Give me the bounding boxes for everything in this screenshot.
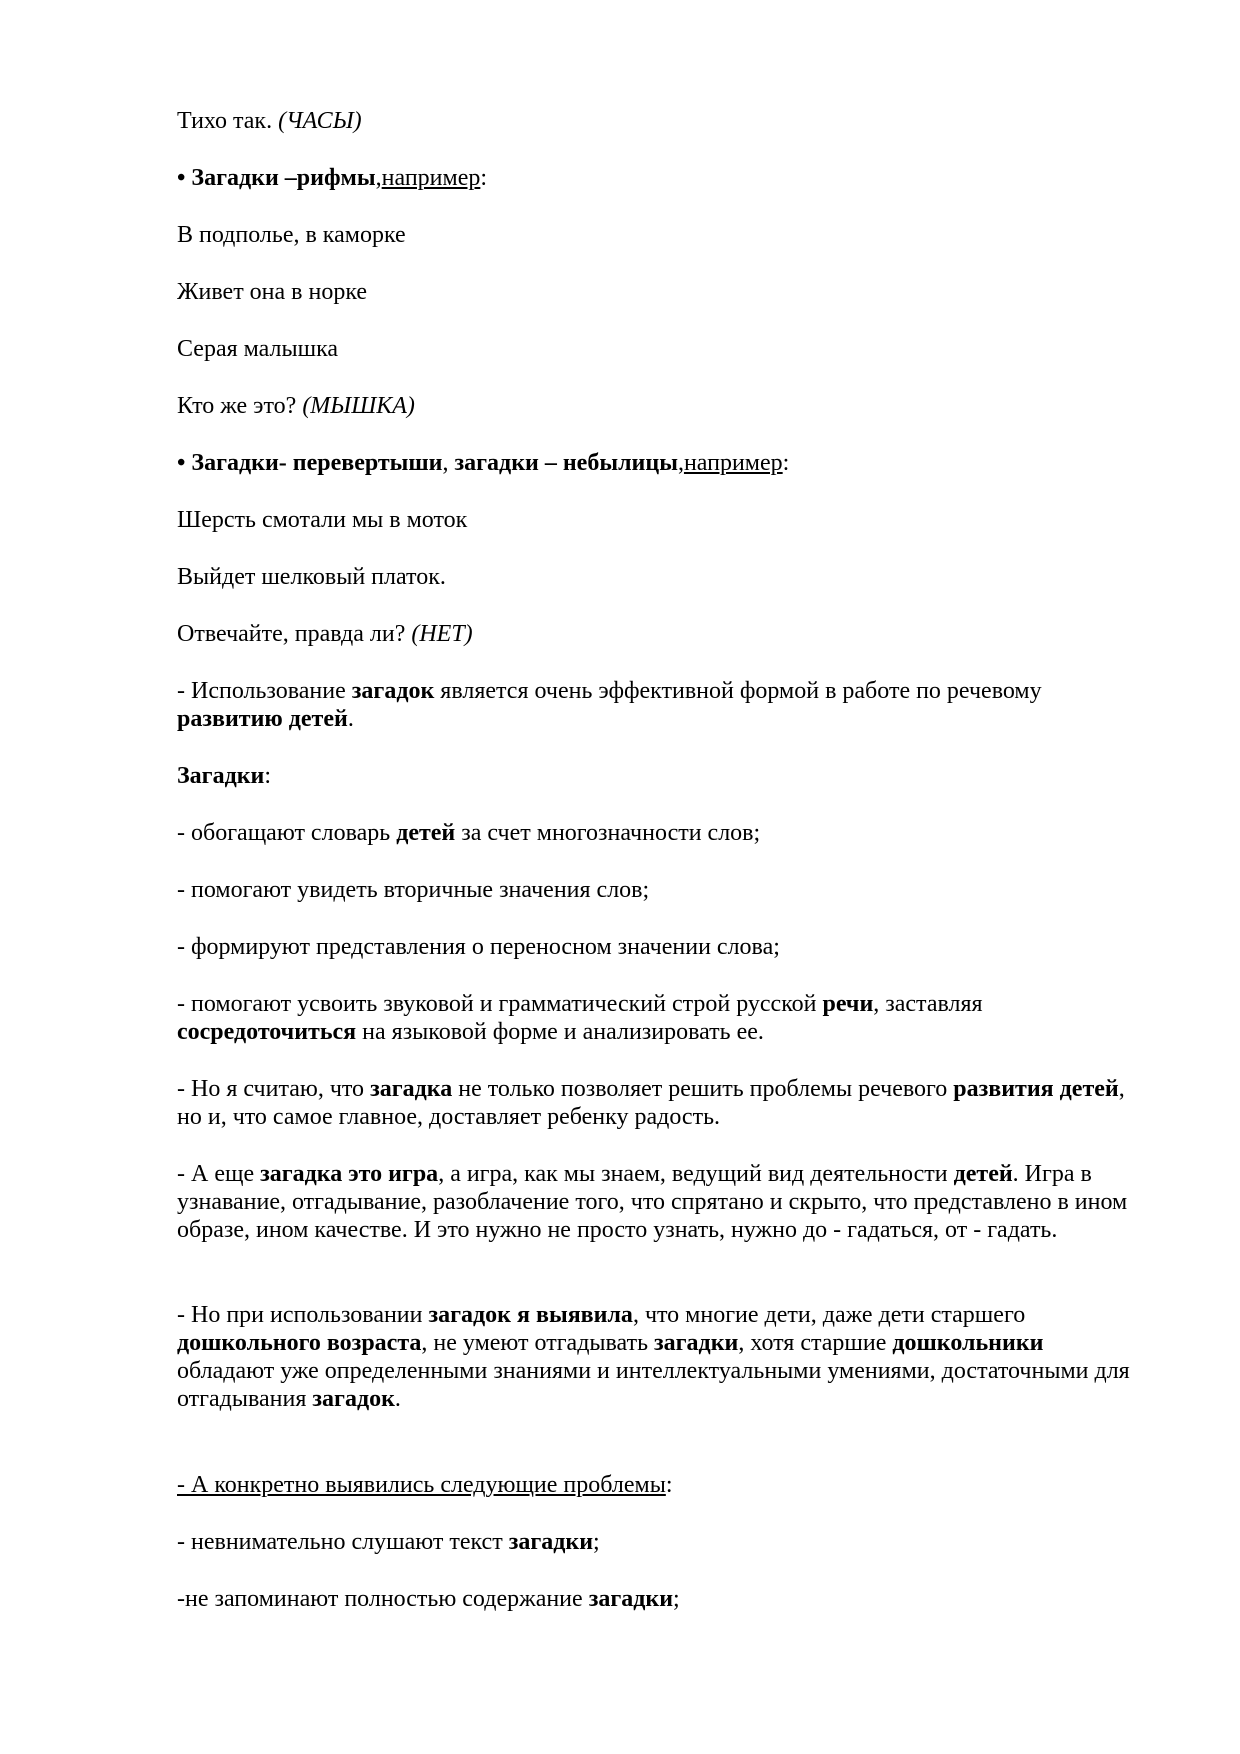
body-paragraph: - А еще загадка это игра, а игра, как мы знаем, ведущий вид деятельности детей. Игра в узнавание, отгадывание, разоблачение того, что спрятано и скрыто, что представлено в ином образе, ином качестве. И это нужно не просто узнать, нужно до - гадаться, от - гадать. bbox=[177, 1161, 1128, 1243]
riddle-type-title: Загадки –рифмы bbox=[191, 165, 376, 191]
riddle-line: Выйдет шелковый платок. bbox=[177, 564, 446, 590]
riddle-line: Серая малышка bbox=[177, 336, 339, 362]
body-paragraph: - Но при использовании загадок я выявила, что многие дети, даже дети старшего дошкольного возраста, не умеют отгадывать загадки, хотя старшие дошкольники обладают уже определенными знаниями и интеллектуальными умениями, достаточными для отгадывания загадок. bbox=[177, 1302, 1130, 1412]
body-paragraph: - Использование загадок является очень эффективной формой в работе по речевому развитию детей. bbox=[177, 678, 1042, 732]
riddle-answer: (ЧАСЫ) bbox=[278, 108, 362, 134]
list-item: - помогают увидеть вторичные значения слов; bbox=[177, 877, 650, 903]
riddle-type-heading: • Загадки- перевертыши, загадки – небылицы,например: bbox=[177, 450, 790, 476]
riddle-line: Шерсть смотали мы в моток bbox=[177, 507, 468, 533]
riddle-line: Отвечайте, правда ли? (НЕТ) bbox=[177, 621, 473, 647]
body-paragraph: - Но я считаю, что загадка не только позволяет решить проблемы речевого развития детей, но и, что самое главное, доставляет ребенку радость. bbox=[177, 1076, 1125, 1130]
problems-heading: - А конкретно выявились следующие проблемы: bbox=[177, 1472, 673, 1498]
riddle-answer: (МЫШКА) bbox=[302, 393, 415, 419]
riddle-line: Живет она в норке bbox=[177, 279, 368, 305]
riddle-type-heading: • Загадки –рифмы,например: bbox=[177, 165, 488, 191]
riddle-line: Кто же это? (МЫШКА) bbox=[177, 393, 415, 419]
example-label: например bbox=[381, 165, 481, 191]
list-item: - обогащают словарь детей за счет многозначности слов; bbox=[177, 820, 761, 846]
list-item: -не запоминают полностью содержание загадки; bbox=[177, 1586, 680, 1612]
list-item: - невнимательно слушают текст загадки; bbox=[177, 1529, 600, 1555]
riddle-type-title: загадки – небылицы bbox=[454, 450, 678, 476]
riddle-type-title: Загадки- перевертыши bbox=[191, 450, 443, 476]
example-label: например bbox=[683, 450, 783, 476]
riddle-answer: (НЕТ) bbox=[411, 621, 473, 647]
riddle-line: Тихо так. (ЧАСЫ) bbox=[177, 108, 362, 134]
section-heading: Загадки: bbox=[177, 763, 272, 789]
riddle-line: В подполье, в каморке bbox=[177, 222, 406, 248]
list-item: - помогают усвоить звуковой и грамматический строй русской речи, заставляя сосредоточиться на языковой форме и анализировать ее. bbox=[177, 991, 983, 1045]
list-item: - формируют представления о переносном значении слова; bbox=[177, 934, 780, 960]
